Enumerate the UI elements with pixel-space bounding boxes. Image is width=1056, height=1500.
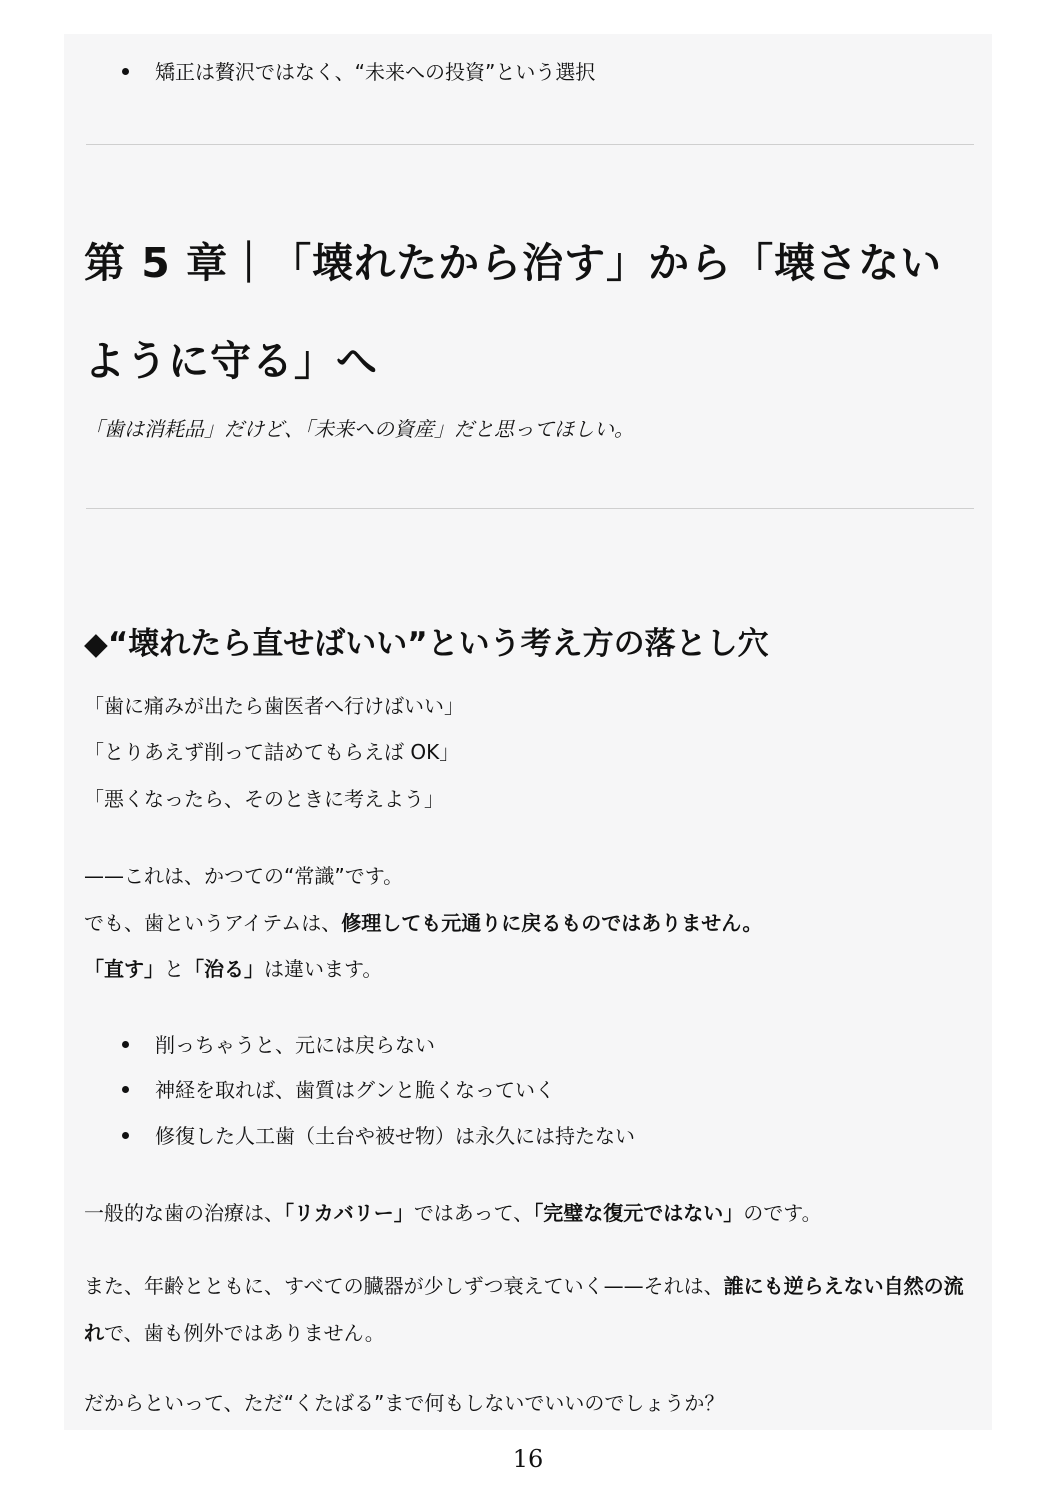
bullet-item xyxy=(122,1031,435,1059)
top-bullet-text: 矯正は贅沢ではなく、“未来への投資”という選択 xyxy=(155,60,596,84)
chapter-lead: 「歯は消耗品」だけど、「未来への資産」だと思ってほしい。 xyxy=(84,417,634,441)
chapter-title: 第 5 章｜「壊れたから治す」から「壊さないように守る」へ xyxy=(84,239,943,385)
top-bullet-item xyxy=(122,58,595,86)
paragraph-treatment-text: 一般的な歯の治療は、 xyxy=(84,1201,284,1225)
quote-line-3: 「悪くなったら、そのときに考えよう」 xyxy=(84,787,444,811)
paragraph-aging-end: で、歯も例外ではありません。 xyxy=(104,1321,385,1345)
paragraph-aging xyxy=(84,1263,974,1357)
page-number: 16 xyxy=(512,1445,544,1473)
bullet-dot-icon xyxy=(122,1086,129,1093)
bullet-item xyxy=(122,1076,555,1104)
paragraph-difference-and: と xyxy=(164,957,184,981)
paragraph-repair xyxy=(84,909,762,937)
paragraph-question: だからといって、ただ“くたばる”まで何もしないでいいのでしょうか？ xyxy=(84,1391,725,1415)
bullet-dot-icon xyxy=(122,1041,129,1048)
divider-2 xyxy=(86,508,974,509)
paragraph-treatment xyxy=(84,1199,822,1227)
quote-line-1: 「歯に痛みが出たら歯医者へ行けばいい」 xyxy=(84,694,464,718)
section-heading: ◆“壊れたら直せばいい”という考え方の落とし穴 xyxy=(84,626,769,662)
paragraph-difference-text: は違います。 xyxy=(264,957,383,981)
paragraph-common-sense: ——これは、かつての“常識”です。 xyxy=(84,864,404,888)
paragraph-aging-text: また、年齢とともに、すべての臓器が少しずつ衰えていく——それは、 xyxy=(84,1274,724,1298)
term-naoru: 「治る」 xyxy=(184,957,264,981)
paragraph-repair-emphasis: 修理しても元通りに戻るものではありません。 xyxy=(341,911,763,935)
bullet-item-text: 修復した人工歯（土台や被せ物）は永久には持たない xyxy=(155,1124,635,1148)
paragraph-treatment-mid: ではあって、 xyxy=(413,1201,534,1225)
term-naosu: 「直す」 xyxy=(84,957,164,981)
paragraph-aging-emphasis: 誰にも逆らえない自然の流れ xyxy=(84,1274,964,1345)
quote-line-2: 「とりあえず削って詰めてもらえば OK」 xyxy=(84,740,460,764)
bullet-item xyxy=(122,1122,635,1150)
bullet-item-text: 削っちゃうと、元には戻らない xyxy=(155,1033,435,1057)
bullet-dot-icon xyxy=(122,1132,129,1139)
paragraph-repair-text: でも、歯というアイテムは、 xyxy=(84,911,342,935)
bullet-dot-icon xyxy=(122,68,129,75)
page-sheet xyxy=(64,34,992,1430)
paragraph-difference xyxy=(84,955,382,983)
paragraph-treatment-end: のです。 xyxy=(743,1201,822,1225)
term-not-perfect: 「完璧な復元ではない」 xyxy=(533,1201,744,1225)
term-recovery: 「リカバリー」 xyxy=(284,1201,414,1225)
divider-1 xyxy=(86,144,974,145)
bullet-item-text: 神経を取れば、歯質はグンと脆くなっていく xyxy=(155,1078,555,1102)
